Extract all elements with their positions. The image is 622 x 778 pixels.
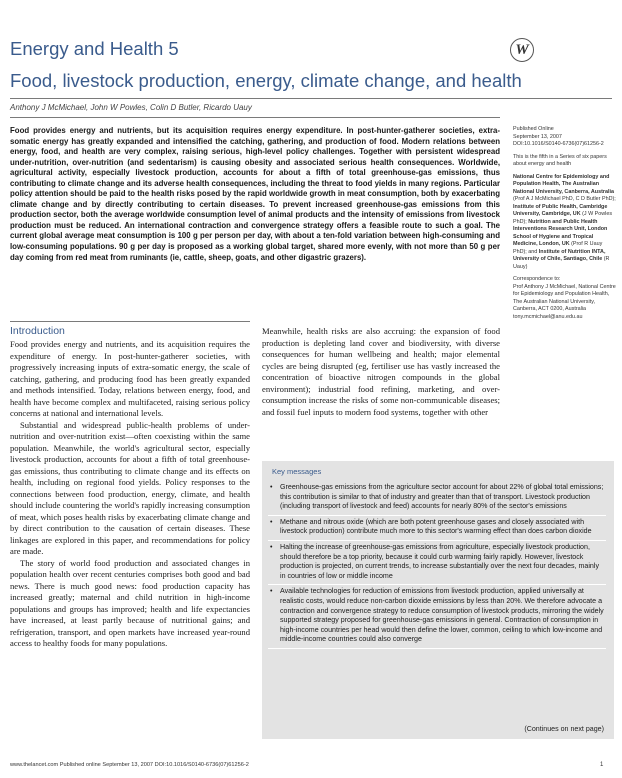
affiliation-2-authors: (J W Powles PhD); <box>513 211 613 225</box>
continues-note: (Continues on next page) <box>524 725 604 733</box>
affiliation-4-authors: (R Uauy) <box>513 256 610 270</box>
published-label: Published Online <box>513 126 554 132</box>
series-title: Energy and Health 5 <box>10 38 179 59</box>
affiliation-4: Institute of Nutrition INTA, University of Chile, Santiago, Chile <box>513 248 606 262</box>
article-sidebar <box>513 126 617 326</box>
series-note: This is the fifth in a Series of six papers about energy and health <box>513 153 607 167</box>
key-message-item: • Available technologies for reduction of emissions from livestock production, applied universally at realistic costs, would reduce non-carbon dioxide emissions by less than 20%. We therefore advocate a contraction and convergence strategy to reduce consumption of livestock products, mirroring the widely supported strategy proposed for greenhouse-gas emissions in general. Contraction of consumption in high-income countries per head would then define the lower, common, ceiling to which low-income and middle-income countries could also converge <box>268 585 606 649</box>
key-messages-list <box>268 481 606 649</box>
affiliation-3: Nutrition and Public Health Interventions Research Unit, London School of Hygiene and Tropical Medicine, London, UK <box>513 218 608 247</box>
key-message-item: • Halting the increase of greenhouse-gas emissions from agriculture, especially livestock production, should therefore be a top priority, because it could curb warming fairly rapidly. However, livestock production is projected, on current trends, to increase substantially over the next four decades, mainly in countries of low or middle income <box>268 541 606 585</box>
body-column-left <box>10 339 250 650</box>
lancet-logo-icon: W <box>510 38 534 62</box>
correspondence-label: Correspondence to: <box>513 276 561 282</box>
affiliation-1: National Centre for Epidemiology and Population Health, The Australian National University, Canberra, Australia <box>513 173 614 195</box>
correspondence-address: Prof Anthony J McMichael, National Centre for Epidemiology and Population Health, The Australian National University, Canberra, ACT 0200, Australia <box>513 283 616 312</box>
key-message-item: • Greenhouse-gas emissions from the agriculture sector account for about 22% of global total emissions; this contribution is similar to that of industry and greater than that of transport. Livestock production (including transport of livestock and feed) accounts for nearly 80% of the sector's emissions <box>268 481 606 516</box>
correspondence <box>513 276 617 321</box>
abstract: Food provides energy and nutrients, but its acquisition requires energy expenditure. In post-hunter-gatherer societies, extra-somatic energy has greatly expanded and intensified the catching, gathering, and production of food. Modern relations between energy, food, and health are very complex, raising serious, high-level policy challenges. Together with persistent widespread under-nutrition, over-nutrition (and sedentarism) is causing obesity and associated serious health consequences. Worldwide, agricultural activity, especially livestock production, accounts for about a fifth of total greenhouse-gas emissions, thus contributing to climate change and its adverse health consequences, including the threat to food yields in many regions. Particular policy attention should be paid to the health risks posed by the rapid worldwide growth in meat consumption, both by exacerbating climate change and by directly contributing to certain diseases. To prevent increased greenhouse-gas emissions from this production sector, both the average worldwide consumption level of animal products and the intensity of emissions from livestock production must be reduced. An international contraction and convergence strategy offers a feasible route to such a goal. The current global average meat consumption is 100 g per person per day, with about a ten-fold variation between high-consuming and low-consuming populations. 90 g per day is proposed as a working global target, shared more evenly, with not more than 50 g per day coming from red meat from ruminants (ie, cattle, sheep, goats, and other digastric grazers). <box>10 126 500 262</box>
paragraph: Substantial and widespread public-health problems of under-nutrition and over-nutrition exist—often coexisting within the same population. Meanwhile, the world's agricultural sector, especially livestock production, accounts for about a fifth of total greenhouse-gas emissions, thus contributing to climate change and its effects on health, including on regional food yields. Policy responses to the connections between food production, energy, climate, and health should include countering the world's rapidly increasing consumption of meat, which poses health risks by exacerbating climate change and by direct contribution to the causation of certain diseases. These linkages are explored in this paper, and recommendations for policy are made. <box>10 419 250 556</box>
page-number: 1 <box>600 762 604 768</box>
paragraph: The story of world food production and associated changes in population health over recent centuries comprises both good and bad news. There is much good news: food production capacity has increased greatly; maternal and child nutrition in high-income populations and groups has improved; health and life expectancies have increased, at least partly because of nutritional gains; and refrigeration, transport, and open markets have increased year-round access to healthy foods for many populations. <box>10 557 250 648</box>
key-messages-heading: Key messages <box>272 467 322 476</box>
page-footer: www.thelancet.com Published online September 13, 2007 DOI:10.1016/S0140-6736(07)61256-2 <box>10 762 249 768</box>
published-date: September 13, 2007 <box>513 133 562 140</box>
affiliation-2: Institute of Public Health, Cambridge University, Cambridge, UK <box>513 203 608 217</box>
doi: DOI:10.1016/S0140-6736(07)61256-2 <box>513 141 604 147</box>
section-divider <box>10 321 250 322</box>
publication-info <box>513 126 617 149</box>
paragraph: Food provides energy and nutrients, and its acquisition requires the expenditure of energy. In post-hunter-gatherer societies, with progressively increasing inputs of extra-somatic energy, the scale of catching, gathering, and producing food has been greatly expanded and methods intensified. Today, relations between energy, food, and health have become complex and multifaceted, raising serious policy concerns at national and international levels. <box>10 339 250 418</box>
affiliation-1-authors: (Prof A J McMichael PhD, C D Butler PhD); <box>513 196 616 202</box>
affiliation-3-authors: (Prof R Uauy PhD); and <box>513 241 603 255</box>
key-message-item: • Methane and nitrous oxide (which are both potent greenhouse gases and closely associated with livestock production) contribute much more to this sector's warming effect than does carbon dioxide <box>268 516 606 541</box>
authors-divider <box>10 117 500 118</box>
correspondence-email[interactable]: tony.mcmichael@anu.edu.au <box>513 313 583 320</box>
author-list: Anthony J McMichael, John W Powles, Colin D Butler, Ricardo Uauy <box>10 103 252 112</box>
body-column-right <box>262 326 500 418</box>
affiliations <box>513 174 617 272</box>
introduction-heading: Introduction <box>10 325 65 337</box>
key-messages-panel <box>262 461 614 739</box>
paragraph: Meanwhile, health risks are also accruing: the expansion of food production is depleting land cover and biodiversity, with diverse consequences for human wellbeing and health; major elemental cycles are being disrupted (eg, fertiliser use has vastly increased the concentration of bioactive nitrogen compounds in the global environment); industrial food refining, marketing, and over-consumption increase the risks of some non-communicable diseases; and fossil fuel inputs to modern food systems, together with other <box>262 326 500 417</box>
article-title: Food, livestock production, energy, climate change, and health <box>10 70 522 91</box>
title-divider <box>10 98 612 99</box>
